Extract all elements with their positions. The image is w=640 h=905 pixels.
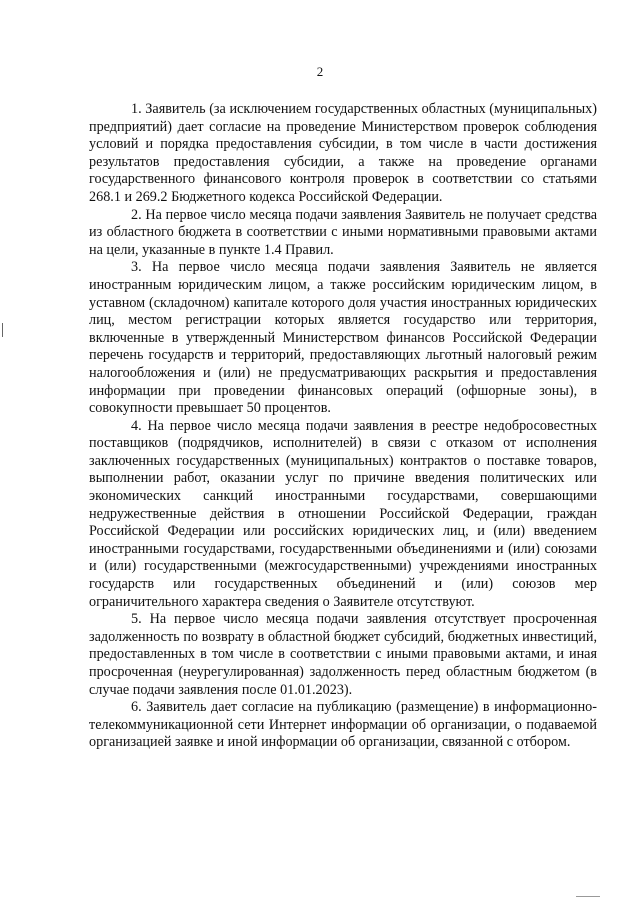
paragraph-3: 3. На первое число месяца подачи заявления Заявитель не является иностранным юридическим лицом, а также российским юридическим лицом, в уставном (складочном) капитале которого доля участия иностранных юридических лиц, местом регистрации которых является государство или территория, включенные в утвержденный Министерством финансов Российской Федерации перечень государств и территорий, предоставляющих льготный налоговый режим налогообложения и (или) не предусматривающих раскрытия и предоставления информации при проведении финансовых операций (офшорные зоны), в совокупности превышает 50 процентов. bbox=[89, 259, 597, 417]
paragraph-6: 6. Заявитель дает согласие на публикацию (размещение) в информационно-телекоммуникационной сети Интернет информации об организации, о подаваемой организацией заявке и иной информации об организации, связанной с отбором. bbox=[89, 699, 597, 751]
document-body bbox=[89, 101, 597, 752]
paragraph-1: 1. Заявитель (за исключением государственных областных (муниципальных) предприятий) дает согласие на проведение Министерством проверок соблюдения условий и порядка предоставления субсидии, в том числе в части достижения результатов предоставления субсидии, а также на проведение органами государственного финансового контроля проверок в соответствии со статьями 268.1 и 269.2 Бюджетного кодекса Российской Федерации. bbox=[89, 101, 597, 205]
paragraph-4: 4. На первое число месяца подачи заявления в реестре недобросовестных поставщиков (подрядчиков, исполнителей) в связи с отказом от исполнения заключенных государственных (муниципальных) контрактов о поставке товаров, выполнении работ, оказании услуг по причине введения политических или экономических санкций иностранными государствами, совершающими недружественные действия в отношении Российской Федерации, граждан Российской Федерации или российских юридических лиц, и (или) введением иностранными государствами, государственными объединениями и (или) союзами и (или) государственными (межгосударственными) учреждениями иностранных государств или государственных объединений и (или) союзов мер ограничительного характера сведения о Заявителе отсутствуют. bbox=[89, 417, 597, 610]
scan-edge-mark bbox=[2, 323, 3, 337]
footer-mark bbox=[576, 896, 600, 897]
page-number: 2 bbox=[316, 64, 324, 79]
paragraph-2: 2. На первое число месяца подачи заявления Заявитель не получает средства из областного бюджета в соответствии с иными нормативными правовыми актами на цели, указанные в пункте 1.4 Правил. bbox=[89, 206, 597, 258]
paragraph-5: 5. На первое число месяца подачи заявления отсутствует просроченная задолженность по возврату в областной бюджет субсидий, бюджетных инвестиций, предоставленных в том числе в соответствии с иными правовыми актами, и иная просроченная (неурегулированная) задолженность перед областным бюджетом (в случае подачи заявления после 01.01.2023). bbox=[89, 611, 597, 698]
